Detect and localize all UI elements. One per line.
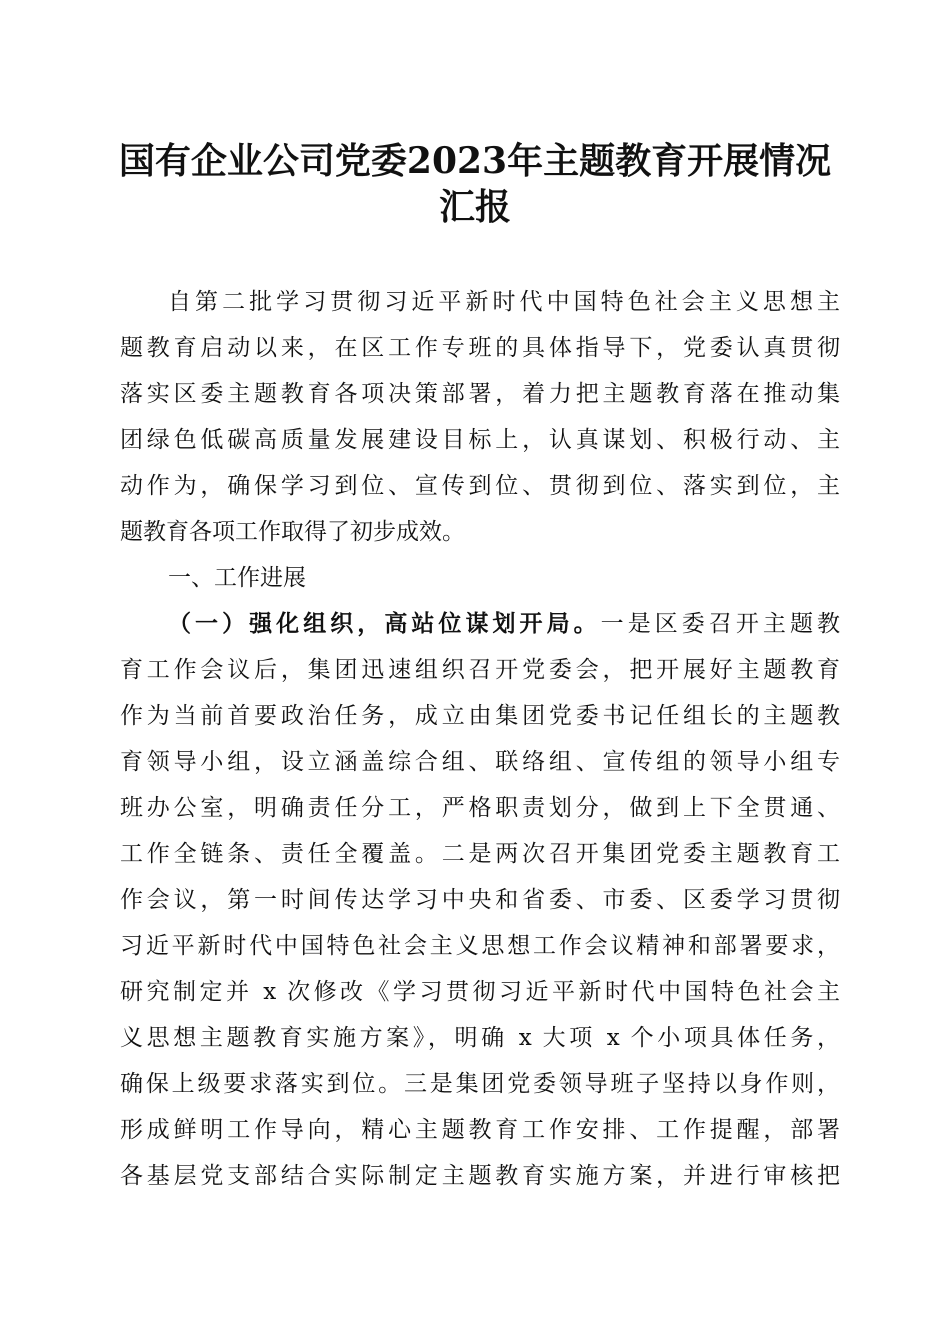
document-title (100, 138, 850, 230)
paragraph-line: 落实区委主题教育各项决策部署，着力把主题教育落在推动集 (120, 381, 840, 407)
paragraph-line: 班办公室，明确责任分工，严格职责划分，做到上下全贯通、 (120, 795, 840, 821)
paragraph-line: 团绿色低碳高质量发展建设目标上，认真谋划、积极行动、主 (120, 427, 840, 453)
title-line-2: 汇报 (438, 186, 511, 228)
paragraph-line: 工作全链条、责任全覆盖。二是两次召开集团党委主题教育工 (120, 841, 840, 867)
paragraph-line (120, 601, 840, 647)
intro-paragraph (120, 279, 840, 555)
paragraph-line: 习近平新时代中国特色社会主义思想工作会议精神和部署要求， (120, 933, 840, 959)
paragraph-line: 各基层党支部结合实际制定主题教育实施方案，并进行审核把 (120, 1163, 840, 1189)
section-heading: 一、工作进展 (168, 565, 306, 591)
paragraph-line: 研究制定并 x 次修改《学习贯彻习近平新时代中国特色社会主 (120, 979, 840, 1005)
paragraph-line: 形成鲜明工作导向，精心主题教育工作安排、工作提醒，部署 (120, 1117, 840, 1143)
paragraph-line: 题教育启动以来，在区工作专班的具体指导下，党委认真贯彻 (120, 335, 840, 361)
subsection-paragraph (120, 601, 840, 1199)
title-line-1: 国有企业公司党委2023年主题教育开展情况 (118, 140, 832, 182)
paragraph-line: 作会议，第一时间传达学习中央和省委、市委、区委学习贯彻 (120, 887, 840, 913)
paragraph-line: 义思想主题教育实施方案》，明确 x 大项 x 个小项具体任务， (120, 1025, 840, 1051)
document-body (120, 279, 840, 1199)
paragraph-line: 育工作会议后，集团迅速组织召开党委会，把开展好主题教育 (120, 657, 840, 683)
paragraph-line: 确保上级要求落实到位。三是集团党委领导班子坚持以身作则， (120, 1071, 840, 1097)
paragraph-line: 作为当前首要政治任务，成立由集团党委书记任组长的主题教 (120, 703, 840, 729)
paragraph-line: 题教育各项工作取得了初步成效。 (120, 519, 465, 545)
paragraph-line: 动作为，确保学习到位、宣传到位、贯彻到位、落实到位，主 (120, 473, 840, 499)
paragraph-text: 一是区委召开主题教 (600, 611, 841, 637)
paragraph-line: 自第二批学习贯彻习近平新时代中国特色社会主义思想主 (168, 289, 840, 315)
paragraph-line: 育领导小组，设立涵盖综合组、联络组、宣传组的领导小组专 (120, 749, 840, 775)
subsection-heading: （一）强化组织，高站位谋划开局。 (168, 610, 601, 637)
